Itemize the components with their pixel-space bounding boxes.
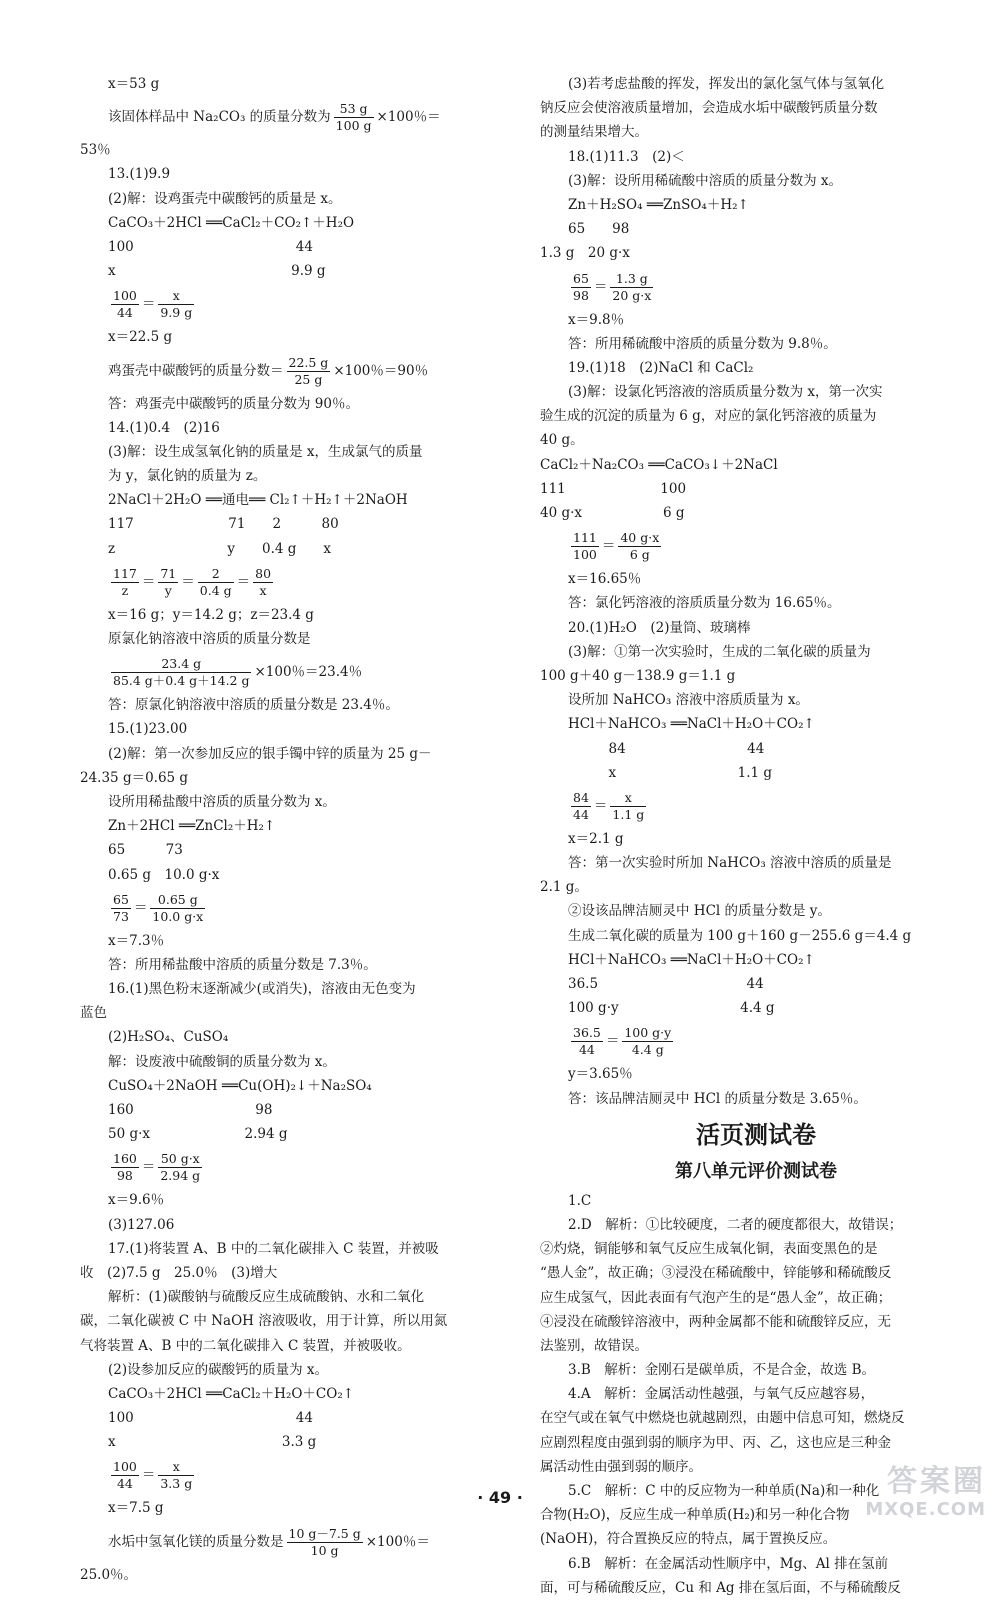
text-line: 13.(1)9.9	[108, 166, 171, 183]
text-line: Zn＋H₂SO₄ ══ZnSO₄＋H₂↑	[568, 196, 749, 213]
fraction	[111, 566, 139, 599]
text-line: 2NaCl＋2H₂O ══通电══ Cl₂↑＋H₂↑＋2NaOH	[108, 492, 408, 509]
text-line: 53％	[80, 142, 111, 159]
text-line: x＝2.1 g	[568, 830, 624, 847]
text-line: 84 44	[568, 740, 765, 757]
fraction	[111, 656, 251, 689]
fraction-denominator: 10 g	[310, 1542, 339, 1558]
text-line: (2)解：设鸡蛋壳中碳酸钙的质量是 x。	[108, 190, 342, 207]
text-line: 设所用稀盐酸中溶质的质量分数为 x。	[108, 793, 336, 810]
formula-line	[80, 651, 512, 693]
text-line: 钠反应会使溶液质量增加，会造成水垢中碳酸钙质量分数	[540, 100, 878, 117]
text-line: 111 100	[540, 480, 687, 497]
fraction-denominator: 0.4 g	[199, 582, 232, 598]
formula-line	[80, 1521, 512, 1563]
fraction	[150, 892, 205, 925]
text-line: 50 g·x 2.94 g	[108, 1126, 288, 1143]
formula-suffix: ＝	[141, 296, 156, 313]
text-line: 16.(1)黑色粉末逐渐减少(或消失)，溶液由无色变为	[108, 981, 416, 998]
text-line: 117 71 2 80	[108, 516, 339, 533]
text-line: 应生成氢气，因此表面有气泡产生的是“愚人金”，故正确；	[540, 1289, 892, 1306]
text-line: x 9.9 g	[108, 263, 326, 280]
watermark-bottom: MXQE.COM	[865, 1499, 986, 1520]
formula-suffix: ＝	[593, 797, 608, 814]
fraction-numerator: 36.5	[573, 1025, 601, 1041]
fraction-numerator: 1.3 g	[610, 271, 653, 288]
fraction-denominator: 2.94 g	[160, 1168, 201, 1184]
formula-suffix: ＝	[601, 538, 616, 555]
text-line: 的测量结果增大。	[540, 124, 648, 141]
text-line: 验生成的沉淀的质量为 6 g，对应的氯化钙溶液的质量为	[540, 408, 877, 425]
text-line: 答：所用稀硫酸中溶质的质量分数为 9.8％。	[568, 335, 837, 352]
text-line: 3.B 解析：金刚石是碳单质，不是合金，故选 B。	[568, 1362, 876, 1379]
text-line: 属活动性由强到弱的顺序。	[540, 1458, 702, 1475]
formula-prefix: 该固体样品中 Na₂CO₃ 的质量分数为	[108, 109, 331, 126]
fraction-numerator: x	[158, 288, 194, 305]
text-line: (2)H₂SO₄、CuSO₄	[108, 1029, 229, 1046]
fraction-numerator: 100	[113, 1459, 137, 1475]
text-line: x 3.3 g	[108, 1434, 317, 1451]
text-line: HCl＋NaHCO₃ ══NaCl＋H₂O＋CO₂↑	[568, 716, 815, 733]
formula-line	[80, 96, 512, 138]
fraction-denominator: z	[121, 582, 129, 598]
text-line: 100 g·y 4.4 g	[568, 1000, 775, 1017]
fraction-denominator: 100	[573, 547, 597, 563]
fraction-denominator: 9.9 g	[160, 305, 193, 321]
text-line: 40 g。	[540, 432, 584, 449]
text-line: (3)解：①第一次实验时，生成的二氧化碳的质量为	[568, 643, 871, 660]
text-line: 答：该品牌洁厕灵中 HCl 的质量分数是 3.65％。	[568, 1090, 867, 1107]
fraction-denominator: 20 g·x	[612, 287, 652, 303]
formula-suffix: ×100％＝	[376, 109, 441, 126]
text-line: 生成二氧化碳的质量为 100 g＋160 g－255.6 g＝4.4 g	[568, 927, 912, 944]
fraction	[571, 530, 599, 563]
text-line: 100 44	[108, 238, 313, 255]
text-line: ②灼烧，铜能够和氧气反应生成氧化铜，表面变黑色的是	[540, 1241, 878, 1258]
section-title: 活页测试卷	[696, 1120, 816, 1149]
watermark-top: 答案圈	[887, 1464, 986, 1499]
text-line: 2.D 解析：①比较硬度，二者的硬度都很大，故错误；	[568, 1216, 903, 1233]
text-line: Zn＋2HCl ══ZnCl₂＋H₂↑	[108, 818, 276, 835]
text-line: 20.(1)H₂O (2)量筒、玻璃棒	[568, 619, 751, 636]
text-line: 17.(1)将装置 A、B 中的二氧化碳排入 C 装置，并被吸	[108, 1240, 439, 1257]
fraction-denominator: 44	[578, 1042, 595, 1058]
fraction-numerator: x	[610, 790, 646, 807]
equals-sign: ＝	[141, 573, 156, 590]
formula-suffix: ＝	[141, 1467, 156, 1484]
fraction-numerator: 53 g	[334, 101, 374, 118]
fraction	[287, 355, 331, 388]
text-line: (3)若考虑盐酸的挥发，挥发出的氯化氢气体与氢氧化	[568, 76, 885, 92]
text-line: 65 73	[108, 842, 183, 859]
text-line: CaCO₃＋2HCl ══CaCl₂＋H₂O＋CO₂↑	[108, 1385, 355, 1402]
text-line: 答：所用稀盐酸中溶质的质量分数是 7.3％。	[108, 956, 377, 973]
fraction	[618, 530, 661, 563]
formula-line	[540, 525, 972, 567]
left-column	[80, 72, 512, 1587]
formula-prefix: 鸡蛋壳中碳酸钙的质量分数＝	[108, 362, 284, 379]
text-line: 18.(1)11.3 (2)＜	[568, 148, 685, 165]
text-line: CuSO₄＋2NaOH ══Cu(OH)₂↓＋Na₂SO₄	[108, 1077, 372, 1094]
fraction-denominator: 73	[113, 908, 129, 924]
fraction-numerator: x	[158, 1459, 194, 1476]
text-line: x＝7.3％	[108, 932, 165, 949]
fraction-denominator: 44	[573, 806, 589, 822]
formula-line	[80, 561, 512, 603]
text-line: 25.0％。	[80, 1566, 138, 1583]
formula-line	[540, 266, 972, 308]
text-line: 5.C 解析：C 中的反应物为一种单质(Na)和一种化	[568, 1483, 880, 1499]
text-line: x 1.1 g	[568, 764, 773, 781]
text-line: 1.3 g 20 g·x	[540, 245, 630, 262]
fraction-numerator: 117	[113, 565, 137, 581]
text-line: x＝53 g	[108, 76, 160, 92]
text-line: 答：鸡蛋壳中碳酸钙的质量分数为 90％。	[108, 395, 359, 412]
text-line: x＝9.8％	[568, 311, 625, 328]
text-line: CaCO₃＋2HCl ══CaCl₂＋CO₂↑＋H₂O	[108, 214, 355, 231]
fraction-denominator: 10.0 g·x	[152, 908, 204, 924]
fraction-denominator: x	[259, 582, 267, 598]
formula-line	[80, 283, 512, 325]
text-line: z y 0.4 g x	[108, 540, 332, 557]
fraction	[158, 1151, 202, 1184]
fraction	[158, 288, 194, 321]
fraction-denominator: 1.1 g	[612, 806, 645, 822]
fraction-denominator: 4.4 g	[631, 1042, 664, 1058]
fraction	[571, 271, 591, 304]
text-line: “愚人金”，故正确；③浸没在稀硫酸中，锌能够和稀硫酸反	[540, 1265, 892, 1282]
fraction-denominator: 98	[116, 1168, 133, 1184]
text-line: (NaOH)，符合置换反应的特点，属于置换反应。	[540, 1531, 837, 1548]
text-line: x＝16.65％	[568, 571, 642, 588]
text-line: 设所加 NaHCO₃ 溶液中溶质质量为 x。	[568, 692, 809, 709]
watermark-logo	[826, 1465, 986, 1525]
text-line: x＝22.5 g	[108, 329, 173, 346]
text-line: 面，可与稀硫酸反应，Cu 和 Ag 排在氢后面，不与稀硫酸反	[540, 1579, 901, 1596]
fraction-numerator: 100 g·y	[624, 1025, 672, 1041]
text-line: CaCl₂＋Na₂CO₃ ══CaCO₃↓＋2NaCl	[540, 456, 778, 473]
text-line: 答：第一次实验时所加 NaHCO₃ 溶液中溶质的质量是	[568, 855, 892, 872]
text-line: 160 98	[108, 1102, 273, 1118]
fraction-denominator: 6 g	[629, 547, 650, 563]
fraction-denominator: 25 g	[294, 371, 323, 387]
fraction	[198, 566, 234, 599]
fraction	[571, 1025, 603, 1058]
fraction	[622, 1025, 673, 1058]
fraction-denominator: 3.3 g	[160, 1476, 193, 1492]
text-line: 19.(1)18 (2)NaCl 和 CaCl₂	[568, 359, 754, 376]
formula-suffix: ＝	[593, 278, 608, 295]
formula-suffix: ＝	[133, 899, 148, 916]
text-line: 2.1 g。	[540, 879, 588, 896]
text-line: y＝3.65％	[568, 1066, 633, 1083]
text-line: 气将装置 A、B 中的二氧化碳排入 C 装置，并被吸收。	[80, 1337, 411, 1354]
fraction-numerator: 23.4 g	[111, 656, 251, 673]
fraction-numerator: 2	[198, 566, 234, 583]
text-line: 为 y，氯化钠的质量为 z。	[108, 468, 267, 485]
fraction-denominator: y	[164, 582, 172, 598]
fraction	[111, 1151, 139, 1184]
fraction	[111, 892, 131, 925]
text-line: (3)127.06	[108, 1216, 175, 1233]
fraction-numerator: 22.5 g	[288, 354, 329, 370]
formula-suffix: ×100％＝23.4％	[254, 664, 363, 681]
text-line: 碳，二氧化碳被 C 中 NaOH 溶液吸收，用于计算，所以用氮	[80, 1313, 448, 1330]
fraction-denominator: 100 g	[335, 118, 372, 134]
text-line: 合物(H₂O)，反应生成一种单质(H₂)和另一种化合物	[540, 1507, 850, 1524]
text-line: ②设该品牌洁厕灵中 HCl 的质量分数是 y。	[568, 903, 831, 920]
formula-suffix: ＝	[141, 1159, 156, 1176]
text-line: HCl＋NaHCO₃ ══NaCl＋H₂O＋CO₂↑	[568, 951, 815, 968]
fraction	[111, 288, 139, 321]
text-line: 法鉴别，故错误。	[540, 1337, 648, 1354]
text-line: x＝16 g；y＝14.2 g；z＝23.4 g	[108, 606, 314, 623]
text-line: (2)设参加反应的碳酸钙的质量为 x。	[108, 1361, 329, 1378]
text-line: 应剧烈程度由强到弱的顺序为甲、丙、乙，这也应是三种金	[540, 1434, 891, 1451]
text-line: 蓝色	[80, 1005, 107, 1022]
fraction	[158, 566, 178, 599]
equals-sign: ＝	[236, 573, 251, 590]
formula-line	[80, 350, 512, 392]
text-line: x＝9.6％	[108, 1192, 165, 1209]
text-line: 36.5 44	[568, 976, 764, 992]
text-line: 答：原氯化钠溶液中溶质的质量分数是 23.4％。	[108, 697, 399, 714]
fraction-numerator: 71	[160, 565, 177, 581]
text-line: 解析：(1)碳酸钠与硫酸反应生成硫酸钠、水和二氧化	[108, 1289, 425, 1306]
text-line: 65 98	[568, 221, 630, 238]
text-line: 4.A 解析：金属活动性越强，与氧气反应越容易，	[568, 1386, 875, 1403]
fraction	[610, 271, 653, 304]
formula-line	[540, 785, 972, 827]
fraction-denominator: 44	[116, 1476, 133, 1492]
section-subtitle: 第八单元评价测试卷	[675, 1160, 837, 1182]
fraction-denominator: 44	[116, 305, 133, 321]
formula-suffix: ×100％＝90％	[333, 362, 429, 379]
fraction-numerator: 160	[113, 1151, 137, 1167]
formula-line	[540, 1020, 972, 1062]
fraction	[334, 101, 374, 134]
fraction-numerator: 40 g·x	[620, 530, 660, 546]
text-line: 40 g·x 6 g	[540, 505, 685, 521]
fraction-numerator: 65	[113, 891, 129, 907]
fraction-numerator: 84	[573, 789, 589, 805]
text-line: (3)解：设所用稀硫酸中溶质的质量分数为 x。	[568, 172, 843, 189]
text-line: (2)解：第一次参加反应的银手镯中锌的质量为 25 g－	[108, 745, 432, 762]
fraction-numerator: 111	[573, 530, 597, 546]
text-line: 14.(1)0.4 (2)16	[108, 419, 220, 436]
text-line: 24.35 g＝0.65 g	[80, 769, 189, 786]
formula-suffix: ×100％＝	[365, 1533, 430, 1550]
fraction	[610, 790, 646, 823]
fraction-numerator: 0.65 g	[150, 892, 205, 909]
text-line: (3)解：设氯化钙溶液的溶质质量分数为 x，第一次实	[568, 384, 883, 401]
formula-prefix: 水垢中氢氧化镁的质量分数是	[108, 1533, 284, 1550]
equals-sign: ＝	[181, 573, 195, 590]
fraction-numerator: 65	[573, 270, 589, 286]
text-line: 0.65 g 10.0 g·x	[108, 866, 220, 883]
text-line: 解：设废液中硫酸铜的质量分数为 x。	[108, 1053, 336, 1070]
text-line: (3)解：设生成氢氧化钠的质量是 x，生成氯气的质量	[108, 443, 423, 460]
fraction	[287, 1526, 363, 1559]
fraction-numerator: 80	[255, 565, 272, 581]
formula-suffix: ＝	[605, 1033, 620, 1050]
text-line: 在空气或在氧气中燃烧也就越剧烈，由题中信息可知，燃烧反	[540, 1410, 905, 1427]
fraction	[571, 790, 591, 823]
fraction	[253, 566, 273, 599]
fraction-numerator: 100	[113, 288, 137, 304]
right-column	[540, 72, 972, 1600]
text-line: 15.(1)23.00	[108, 721, 188, 738]
text-line: 100 44	[108, 1410, 313, 1427]
formula-line	[80, 1146, 512, 1188]
text-line: 6.B 解析：在金属活动性顺序中，Mg、Al 排在氢前	[568, 1555, 889, 1572]
text-line: 答：氯化钙溶液的溶质质量分数为 16.65％。	[568, 595, 841, 612]
fraction-numerator: 10 g－7.5 g	[288, 1525, 361, 1541]
text-line: x＝7.5 g	[108, 1500, 164, 1517]
text-line: 原氯化钠溶液中溶质的质量分数是	[108, 631, 311, 647]
fraction-denominator: 98	[573, 287, 589, 303]
text-line: ④浸没在硫酸锌溶液中，两种金属都不能和硫酸锌反应，无	[540, 1313, 891, 1330]
fraction-numerator: 50 g·x	[158, 1151, 202, 1168]
formula-line	[80, 887, 512, 929]
text-line: 1.C	[568, 1192, 592, 1209]
text-line: 100 g＋40 g－138.9 g＝1.1 g	[540, 667, 736, 684]
page-number: · 49 ·	[477, 1488, 523, 1507]
fraction-denominator: 85.4 g＋0.4 g＋14.2 g	[113, 673, 250, 689]
text-line: 收 (2)7.5 g 25.0％ (3)增大	[80, 1264, 278, 1281]
